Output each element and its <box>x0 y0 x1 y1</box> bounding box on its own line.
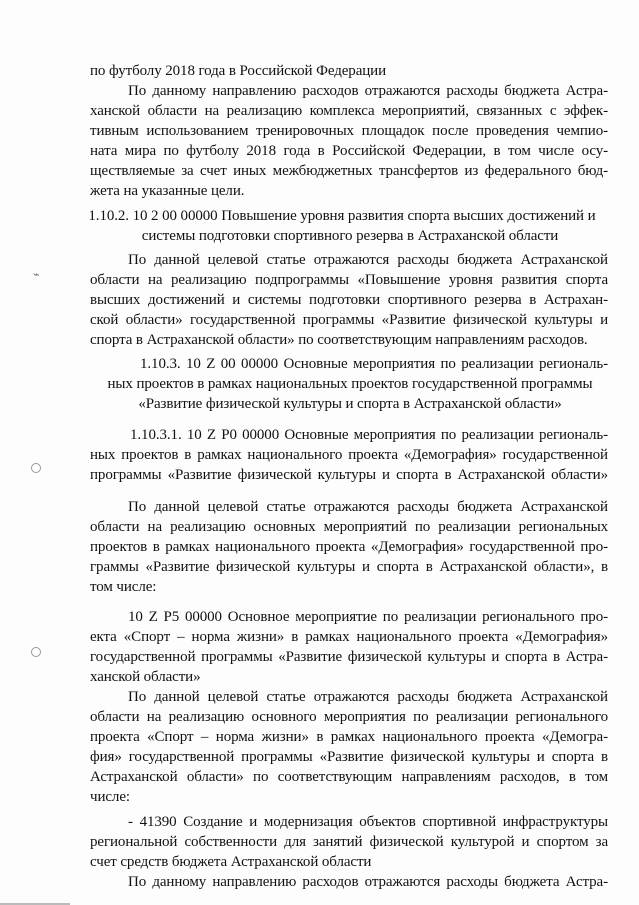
text-line: области на реализацию основного мероприятия по реализации регионального <box>90 709 608 725</box>
text-line: ханской области» <box>90 669 201 685</box>
text-line: екта «Спорт – норма жизни» в рамках национального проекта «Демография» <box>90 629 608 645</box>
text-line: числе: <box>90 789 130 805</box>
scan-mark: ⌁ <box>33 268 40 281</box>
section-heading: ных проектов в рамках национальных проектов государственной программы <box>107 376 593 392</box>
section-heading: ных проектов в рамках национального проекта «Демография» государственной <box>90 447 608 463</box>
text-line: ната мира по футболу 2018 года в Российской Федерации, в том числе осу- <box>90 143 608 159</box>
text-line: Астраханской области» по соответствующим направлениям расходов, в том <box>90 769 608 785</box>
text-line: государственной программы «Развитие физической культуры и спорта в Астра- <box>90 649 608 665</box>
section-heading: 1.10.3.1. 10 Z P0 00000 Основные мероприятия по реализации региональ- <box>130 427 608 443</box>
text-line: области на реализацию подпрограммы «Повышение уровня развития спорта <box>90 272 608 288</box>
text-line: проектов в рамках национального проекта «Демография» государственной про- <box>90 539 608 555</box>
text-line: счет средств бюджета Астраханской области <box>90 854 372 870</box>
text-line: По данному направлению расходов отражаются расходы бюджета Астра- <box>128 874 608 890</box>
punch-hole <box>31 647 41 657</box>
section-heading: 1.10.2. 10 2 00 00000 Повышение уровня развития спорта высших достижений и <box>88 208 596 224</box>
text-line: ханской области на реализацию комплекса мероприятий, связанных с эффек- <box>90 103 608 119</box>
text-line: 10 Z P5 00000 Основное мероприятие по реализации регионального про- <box>128 609 608 625</box>
text-line: области на реализацию основных мероприятий по реализации региональных <box>90 519 608 535</box>
text-line: том числе: <box>90 579 157 595</box>
section-heading: программы «Развитие физической культуры и спорта в Астраханской области» <box>90 467 608 483</box>
text-line: тивным использованием тренировочных площадок после проведения чемпио- <box>90 123 608 139</box>
text-line: По данной целевой статье отражаются расходы бюджета Астраханской <box>128 499 608 515</box>
text-line: жета на указанные цели. <box>90 183 245 199</box>
text-line: высших достижений и системы подготовки спортивного резерва в Астрахан- <box>90 292 608 308</box>
text-line: По данному направлению расходов отражаются расходы бюджета Астра- <box>128 83 608 99</box>
text-line: фия» государственной программы «Развитие физической культуры и спорта в <box>90 749 608 765</box>
text-line: проекта «Спорт – норма жизни» в рамках национального проекта «Демогра- <box>90 729 608 745</box>
text-line: ской области» государственной программы «Развитие физической культуры и <box>90 312 608 328</box>
text-line: граммы «Развитие физической культуры и спорта в Астраханской области», в <box>90 559 608 575</box>
text-line: ществляемые за счет иных межбюджетных трансфертов из федерального бюд- <box>90 163 608 179</box>
section-heading: «Развитие физической культуры и спорта в Астраханской области» <box>138 396 562 412</box>
text-line: По данной целевой статье отражаются расходы бюджета Астраханской <box>128 252 608 268</box>
text-line: - 41390 Создание и модернизация объектов спортивной инфраструктуры <box>128 814 608 830</box>
punch-hole <box>31 463 41 473</box>
text-line: спорта в Астраханской области» по соответствующим направлениям расходов. <box>90 332 588 348</box>
section-heading: 1.10.3. 10 Z 00 00000 Основные мероприятия по реализации региональ- <box>140 356 608 372</box>
text-line: по футболу 2018 года в Российской Федерации <box>90 63 387 79</box>
section-heading: системы подготовки спортивного резерва в Астраханской области <box>141 228 559 244</box>
text-line: региональной собственности для занятий физической культурой и спортом за <box>90 834 608 850</box>
text-line: По данной целевой статье отражаются расходы бюджета Астраханской <box>128 689 608 705</box>
